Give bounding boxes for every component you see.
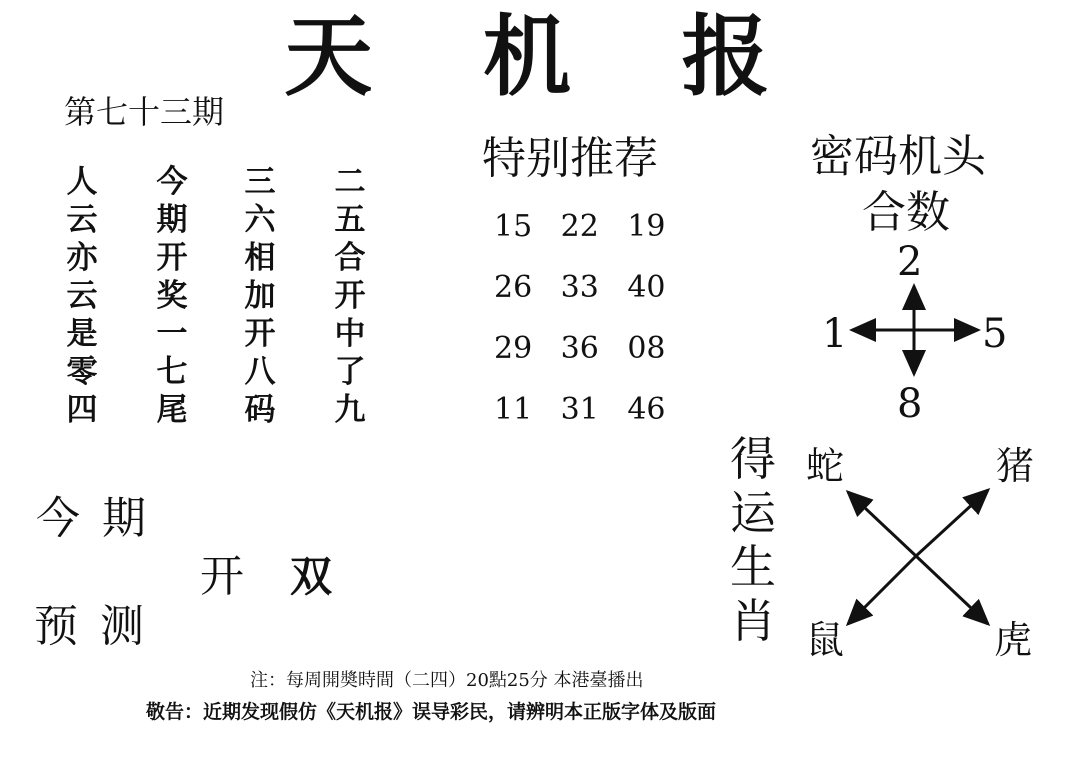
poem-char: 开: [156, 240, 188, 276]
poem-char: 尾: [156, 392, 188, 428]
number-cell: 11: [494, 392, 533, 427]
poem-char: 六: [244, 202, 276, 238]
cross-arrows-icon: [840, 280, 990, 380]
code-title: 密码机头: [810, 131, 986, 182]
poem-char: 人: [66, 164, 98, 200]
poem-column-2: [152, 163, 192, 429]
number-cell: 08: [627, 331, 666, 366]
poem-char: 相: [244, 240, 276, 276]
poem-char: 加: [244, 278, 276, 314]
number-cell: 31: [560, 392, 599, 427]
forecast-line-1: 今 期: [36, 493, 150, 544]
number-cell: 19: [627, 209, 666, 244]
code-number-right: 5: [982, 311, 1008, 357]
poem-char: 三: [244, 164, 276, 200]
lucky-zodiac-title: [726, 432, 780, 648]
poem-char: 期: [156, 202, 188, 238]
poem-char: 码: [244, 392, 276, 428]
draw-time-note: 注：每周開奬時間（二四）20點25分 本港臺播出: [250, 670, 644, 691]
number-row: [494, 318, 694, 379]
lucky-char: 生: [730, 540, 776, 594]
number-cell: 36: [560, 331, 599, 366]
recommend-numbers: [494, 196, 694, 440]
zodiac-pig: 猪: [996, 444, 1035, 488]
zodiac-tiger: 虎: [994, 618, 1033, 662]
poem-char: 五: [334, 202, 366, 238]
poem-char: 了: [334, 354, 366, 390]
code-subtitle: 合数: [862, 187, 950, 238]
number-cell: 15: [494, 209, 533, 244]
code-number-top: 2: [897, 239, 923, 285]
number-cell: 22: [560, 209, 599, 244]
forecast-open: 开: [200, 551, 248, 602]
poem-char: 二: [334, 164, 366, 200]
number-cell: 33: [560, 270, 599, 305]
poem-char: 今: [156, 164, 188, 200]
lucky-char: 得: [730, 432, 776, 486]
forecast-line-3: 预 测: [34, 601, 148, 652]
poem-char: 开: [244, 316, 276, 352]
lucky-char: 肖: [730, 594, 776, 648]
poem-char: 八: [244, 354, 276, 390]
number-cell: 29: [494, 331, 533, 366]
poem-char: 四: [66, 392, 98, 428]
number-cell: 26: [494, 270, 533, 305]
zodiac-snake: 蛇: [806, 444, 845, 488]
poem-char: 云: [66, 278, 98, 314]
poem-char: 合: [334, 240, 366, 276]
code-number-left: 1: [822, 311, 848, 357]
number-row: [494, 196, 694, 257]
poem-char: 九: [334, 392, 366, 428]
number-row: [494, 379, 694, 440]
poem-char: 奖: [156, 278, 188, 314]
poem-char: 云: [66, 202, 98, 238]
lucky-char: 运: [730, 486, 776, 540]
number-cell: 40: [627, 270, 666, 305]
poem-char: 开: [334, 278, 366, 314]
poem-char: 中: [334, 316, 366, 352]
poem-column-4: [330, 163, 370, 429]
zodiac-rat: 鼠: [806, 618, 845, 662]
number-row: [494, 257, 694, 318]
issue-number: 第七十三期: [64, 93, 225, 131]
number-cell: 46: [627, 392, 666, 427]
poem-column-3: [240, 163, 280, 429]
poem-char: 一: [156, 316, 188, 352]
code-number-bottom: 8: [897, 381, 923, 427]
poem-char: 零: [66, 354, 98, 390]
poem-column-1: [62, 163, 102, 429]
x-arrows-icon: [838, 482, 998, 632]
poem-char: 七: [156, 354, 188, 390]
forecast-value: 双: [290, 552, 333, 601]
poem-char: 亦: [66, 240, 98, 276]
recommend-title: 特别推荐: [482, 133, 658, 184]
counterfeit-warning: 敬告：近期发现假仿《天机报》误导彩民，请辨明本正版字体及版面: [146, 701, 717, 723]
poem-char: 是: [66, 316, 98, 352]
page-title: 天 机 报: [284, 4, 810, 108]
